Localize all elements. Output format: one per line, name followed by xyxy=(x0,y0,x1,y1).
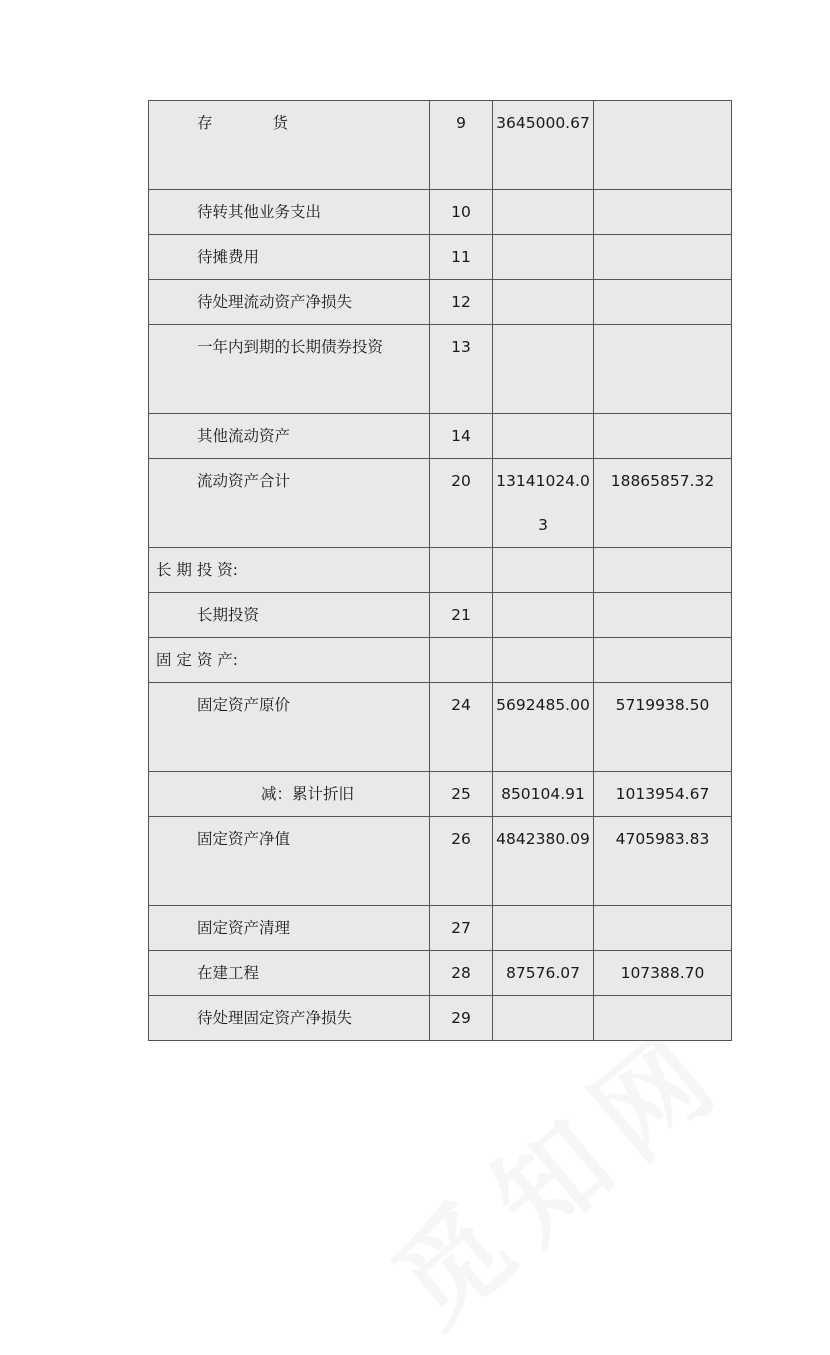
value-cell xyxy=(493,280,594,325)
row-label: 待处理固定资产净损失 xyxy=(149,996,430,1041)
row-number: 20 xyxy=(430,459,493,548)
row-label: 固定资产清理 xyxy=(149,906,430,951)
table-row xyxy=(149,817,732,906)
row-number: 14 xyxy=(430,414,493,459)
table-row xyxy=(149,772,732,817)
table-row xyxy=(149,996,732,1041)
row-label: 其他流动资产 xyxy=(149,414,430,459)
row-label: 在建工程 xyxy=(149,951,430,996)
table-row xyxy=(149,235,732,280)
row-number: 11 xyxy=(430,235,493,280)
row-label: 长期投资 xyxy=(149,593,430,638)
value-cell: 87576.07 xyxy=(493,951,594,996)
row-number: 10 xyxy=(430,190,493,235)
row-number xyxy=(430,638,493,683)
value-cell xyxy=(594,101,732,190)
value-cell xyxy=(493,638,594,683)
table-row xyxy=(149,459,732,548)
row-number: 21 xyxy=(430,593,493,638)
value-cell: 4705983.83 xyxy=(594,817,732,906)
value-cell xyxy=(594,190,732,235)
value-cell: 3645000.67 xyxy=(493,101,594,190)
row-label-part: 存 xyxy=(197,114,213,132)
value-cell xyxy=(594,235,732,280)
table-row xyxy=(149,325,732,414)
row-number: 29 xyxy=(430,996,493,1041)
value-cell xyxy=(493,593,594,638)
section-heading: 固 定 资 产: xyxy=(149,638,430,683)
value-cell: 5692485.00 xyxy=(493,683,594,772)
row-label-part: 货 xyxy=(272,114,289,132)
row-label: 待转其他业务支出 xyxy=(149,190,430,235)
value-cell xyxy=(594,638,732,683)
value-cell xyxy=(493,906,594,951)
value-cell: 850104.91 xyxy=(493,772,594,817)
row-number: 24 xyxy=(430,683,493,772)
value-cell xyxy=(493,548,594,593)
row-label: 固定资产原价 xyxy=(149,683,430,772)
value-cell xyxy=(594,325,732,414)
row-label xyxy=(149,101,430,190)
table-row xyxy=(149,593,732,638)
row-number: 25 xyxy=(430,772,493,817)
value-cell: 4842380.09 xyxy=(493,817,594,906)
value-cell: 107388.70 xyxy=(594,951,732,996)
row-number: 27 xyxy=(430,906,493,951)
value-cell xyxy=(493,190,594,235)
table-row xyxy=(149,906,732,951)
row-label: 减：累计折旧 xyxy=(149,772,430,817)
table-row xyxy=(149,638,732,683)
row-number: 26 xyxy=(430,817,493,906)
value-cell xyxy=(594,414,732,459)
row-number: 9 xyxy=(430,101,493,190)
table-row xyxy=(149,951,732,996)
value-cell xyxy=(493,414,594,459)
table-row xyxy=(149,190,732,235)
row-label: 流动资产合计 xyxy=(149,459,430,548)
value-cell xyxy=(493,325,594,414)
value-cell: 1013954.67 xyxy=(594,772,732,817)
row-number: 12 xyxy=(430,280,493,325)
table-row xyxy=(149,414,732,459)
value-cell: 5719938.50 xyxy=(594,683,732,772)
value-cell xyxy=(594,593,732,638)
row-label: 待摊费用 xyxy=(149,235,430,280)
table-row xyxy=(149,280,732,325)
value-cell xyxy=(594,996,732,1041)
value-cell: 13141024.03 xyxy=(493,459,594,548)
balance-sheet-table xyxy=(148,100,732,1041)
table-row xyxy=(149,683,732,772)
row-number: 28 xyxy=(430,951,493,996)
row-label: 固定资产净值 xyxy=(149,817,430,906)
value-cell: 18865857.32 xyxy=(594,459,732,548)
value-cell xyxy=(594,548,732,593)
table-row xyxy=(149,101,732,190)
row-number: 13 xyxy=(430,325,493,414)
section-heading: 长 期 投 资: xyxy=(149,548,430,593)
value-cell xyxy=(594,906,732,951)
value-cell xyxy=(493,996,594,1041)
table-row xyxy=(149,548,732,593)
row-label: 一年内到期的长期债券投资 xyxy=(149,325,430,414)
value-cell xyxy=(594,280,732,325)
row-label: 待处理流动资产净损失 xyxy=(149,280,430,325)
row-number xyxy=(430,548,493,593)
value-cell xyxy=(493,235,594,280)
